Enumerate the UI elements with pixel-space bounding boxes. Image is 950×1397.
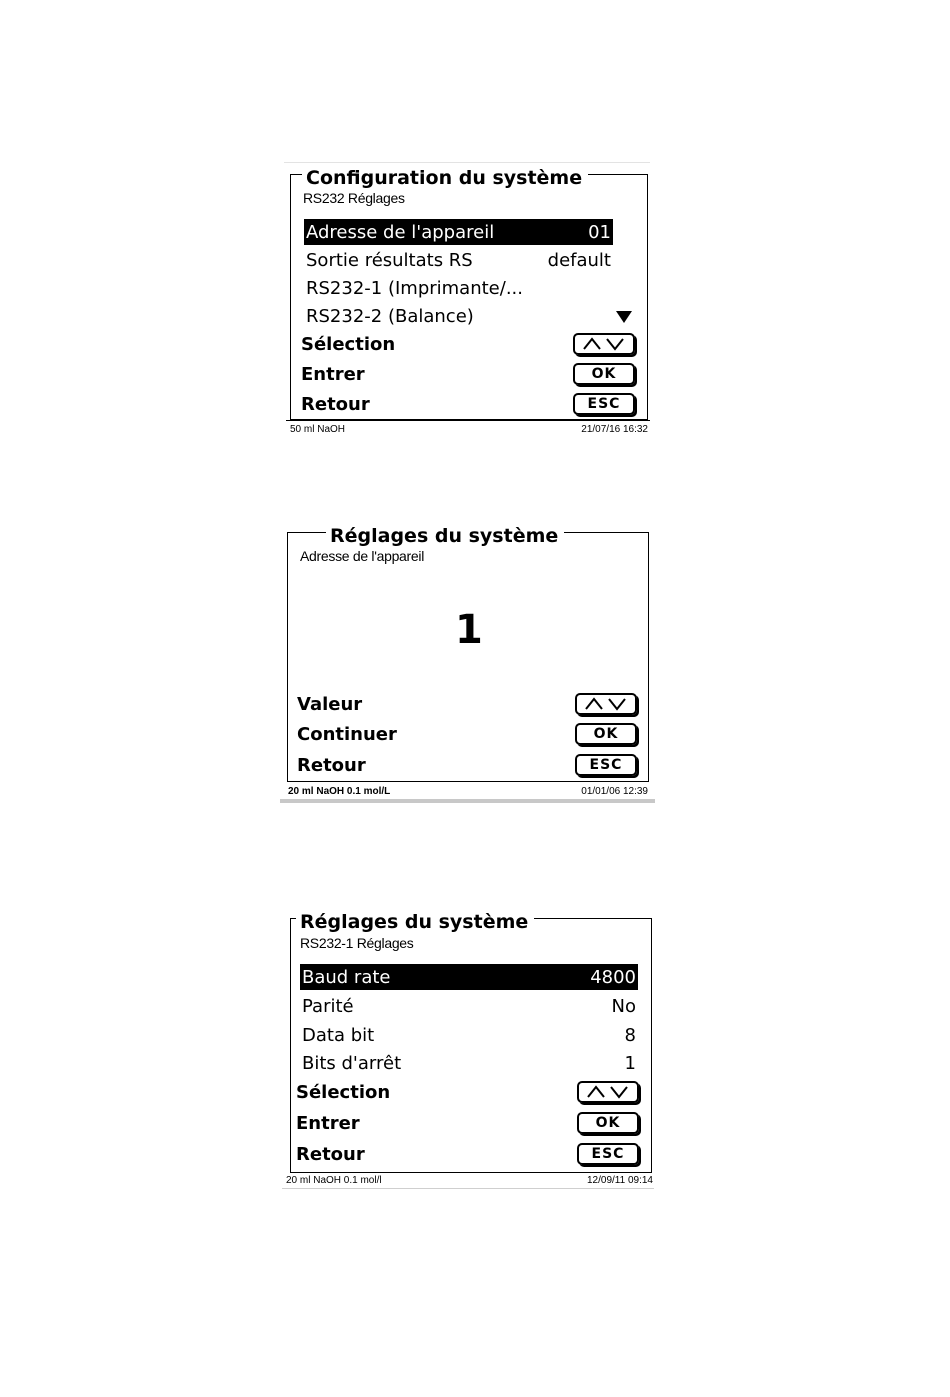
screen3-subtitle: RS232-1 Réglages	[300, 935, 414, 951]
menu-item-rs-output[interactable]	[304, 247, 613, 273]
menu-item-label: RS232-2 (Balance)	[306, 305, 474, 327]
screen1-top-rule	[284, 162, 650, 163]
up-down-arrows-key[interactable]	[577, 1081, 639, 1103]
menu-item-label: Sortie résultats RS	[306, 249, 473, 271]
menu-item-label: Parité	[302, 995, 354, 1017]
up-down-arrows-icon	[585, 1085, 631, 1099]
status-method: 20 ml NaOH 0.1 mol/l	[286, 1175, 382, 1186]
status-datetime: 21/07/16 16:32	[581, 424, 648, 435]
status-datetime: 01/01/06 12:39	[581, 786, 648, 797]
action-enter	[301, 360, 635, 388]
action-label: Retour	[297, 754, 366, 776]
screen2-bottom-bar	[280, 799, 655, 803]
action-label: Sélection	[301, 333, 396, 355]
menu-item-stop-bits[interactable]	[300, 1050, 638, 1076]
menu-item-value: 1	[624, 1052, 636, 1074]
up-down-arrows-icon	[583, 697, 629, 711]
action-selection	[296, 1078, 639, 1106]
menu-item-rs232-2[interactable]	[304, 303, 613, 329]
action-label: Entrer	[301, 363, 365, 385]
esc-key[interactable]: ESC	[577, 1143, 639, 1165]
screen2-title: Réglages du système	[326, 525, 564, 547]
status-method: 20 ml NaOH 0.1 mol/L	[288, 786, 391, 797]
menu-item-label: Adresse de l'appareil	[306, 221, 495, 243]
status-method: 50 ml NaOH	[290, 424, 346, 435]
action-selection	[301, 330, 635, 358]
address-value: 1	[455, 607, 483, 653]
action-label: Valeur	[297, 693, 363, 715]
menu-item-parity[interactable]	[300, 993, 638, 1019]
action-label: Sélection	[296, 1081, 391, 1103]
screen2-status-bar	[288, 786, 648, 798]
screen3-bottom-rule	[282, 1188, 654, 1189]
action-continue	[297, 720, 637, 748]
ok-key[interactable]: OK	[575, 723, 637, 745]
up-down-arrows-key[interactable]	[575, 693, 637, 715]
screen1-status-rule	[286, 420, 650, 421]
menu-item-label: RS232-1 (Imprimante/...	[306, 277, 523, 299]
screen1-subtitle: RS232 Réglages	[303, 190, 405, 206]
action-back	[297, 751, 637, 779]
up-down-arrows-key[interactable]	[573, 333, 635, 355]
status-datetime: 12/09/11 09:14	[587, 1175, 653, 1186]
menu-item-value: 8	[624, 1024, 636, 1046]
menu-item-value: 01	[588, 221, 611, 243]
menu-item-data-bit[interactable]	[300, 1022, 638, 1048]
menu-item-value: No	[611, 995, 636, 1017]
action-enter	[296, 1109, 639, 1137]
screen1-status-bar	[290, 424, 648, 436]
menu-item-rs232-1[interactable]	[304, 275, 613, 301]
action-label: Retour	[301, 393, 370, 415]
menu-item-value: 4800	[590, 966, 636, 988]
menu-item-label: Data bit	[302, 1024, 375, 1046]
screen2-subtitle: Adresse de l'appareil	[300, 548, 425, 564]
ok-key[interactable]: OK	[577, 1112, 639, 1134]
action-label: Continuer	[297, 723, 397, 745]
menu-item-value: default	[547, 249, 611, 271]
action-label: Retour	[296, 1143, 365, 1165]
esc-key[interactable]: ESC	[575, 754, 637, 776]
menu-item-device-address[interactable]	[304, 219, 613, 245]
menu-item-baud-rate[interactable]	[300, 964, 638, 990]
menu-item-label: Baud rate	[302, 966, 391, 988]
triangle-down-icon	[616, 311, 632, 323]
action-value	[297, 690, 637, 718]
up-down-arrows-icon	[581, 337, 627, 351]
esc-key[interactable]: ESC	[573, 393, 635, 415]
ok-key[interactable]: OK	[573, 363, 635, 385]
screen3-title: Réglages du système	[296, 911, 534, 933]
menu-item-label: Bits d'arrêt	[302, 1052, 402, 1074]
screen3-status-bar	[286, 1175, 653, 1187]
screen1-title: Configuration du système	[302, 167, 588, 189]
action-back	[296, 1140, 639, 1168]
action-label: Entrer	[296, 1112, 360, 1134]
action-back	[301, 390, 635, 418]
